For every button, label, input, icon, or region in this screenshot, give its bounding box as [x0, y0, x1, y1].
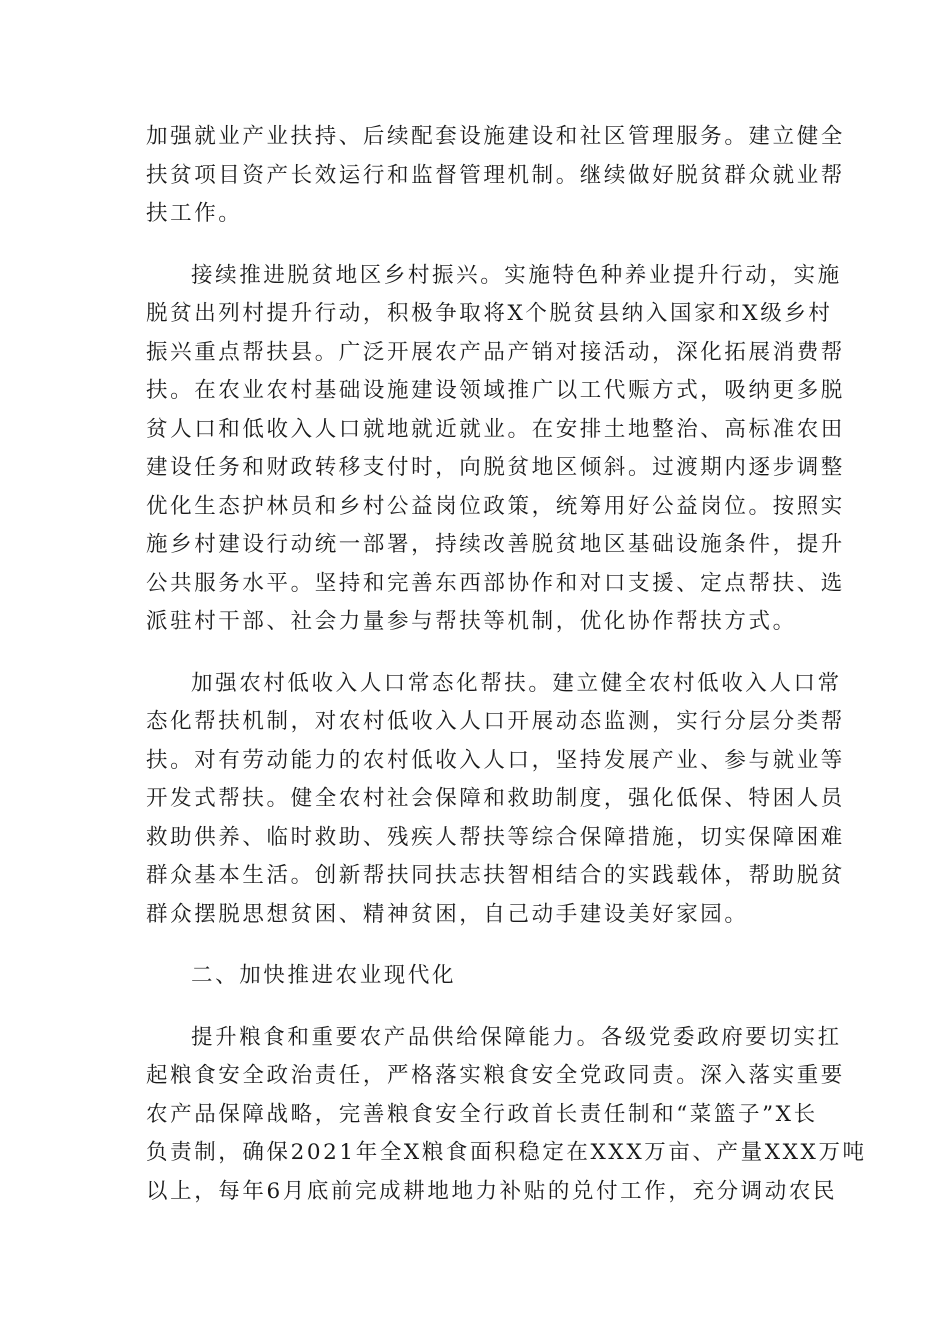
text-line: 提升粮食和重要农产品供给保障能力。各级党委政府要切实扛 [191, 1024, 842, 1050]
text-line: 优化生态护林员和乡村公益岗位政策，统筹用好公益岗位。按照实 [146, 493, 845, 519]
text-line: 振兴重点帮扶县。广泛开展农产品产销对接活动，深化拓展消费帮 [146, 339, 845, 365]
text-line: 扶。对有劳动能力的农村低收入人口，坚持发展产业、参与就业等 [146, 747, 845, 773]
text-line: 救助供养、临时救助、残疾人帮扶等综合保障措施，切实保障困难 [146, 824, 845, 850]
text-line: 扶工作。 [146, 201, 243, 226]
text-line: 以上，每年6月底前完成耕地地力补贴的兑付工作，充分调动农民 [146, 1178, 838, 1204]
text-line: 群众摆脱思想贫困、精神贫困，自己动手建设美好家园。 [146, 901, 749, 927]
text-line: 负责制，确保2021年全X粮食面积稳定在XXX万亩、产量XXX万吨 [146, 1140, 867, 1165]
text-line: 建设任务和财政转移支付时，向脱贫地区倾斜。过渡期内逐步调整 [146, 455, 845, 480]
section-heading [146, 957, 806, 996]
document-body [146, 118, 867, 1234]
text-line: 加强就业产业扶持、后续配套设施建设和社区管理服务。建立健全 [146, 124, 845, 149]
paragraph-grain-security [146, 1019, 867, 1212]
text-line: 施乡村建设行动统一部署，持续改善脱贫地区基础设施条件，提升 [146, 532, 845, 557]
text-line: 开发式帮扶。健全农村社会保障和救助制度，强化低保、特困人员 [146, 786, 845, 811]
paragraph-rural-revitalization [146, 257, 845, 642]
text-line: 态化帮扶机制，对农村低收入人口开展动态监测，实行分层分类帮 [146, 709, 845, 734]
text-line: 贫人口和低收入人口就地就近就业。在安排土地整治、高标准农田 [146, 416, 845, 442]
section-heading-text: 二、加快推进农业现代化 [191, 963, 457, 988]
text-line: 接续推进脱贫地区乡村振兴。实施特色种养业提升行动，实施 [191, 262, 842, 288]
text-line: 扶贫项目资产长效运行和监督管理机制。继续做好脱贫群众就业帮 [146, 162, 845, 188]
text-line: 脱贫出列村提升行动，积极争取将X个脱贫县纳入国家和X级乡村 [146, 301, 833, 326]
text-line: 扶。在农业农村基础设施建设领域推广以工代赈方式，吸纳更多脱 [146, 378, 845, 403]
text-line: 群众基本生活。创新帮扶同扶志扶智相结合的实践载体，帮助脱贫 [146, 863, 845, 888]
paragraph-resettlement-support [146, 118, 845, 234]
text-line: 公共服务水平。坚持和完善东西部协作和对口支援、定点帮扶、选 [146, 570, 845, 596]
text-line: 派驻村干部、社会力量参与帮扶等机制，优化协作帮扶方式。 [146, 609, 797, 634]
text-line: 加强农村低收入人口常态化帮扶。建立健全农村低收入人口常 [191, 670, 842, 696]
text-line: 农产品保障战略，完善粮食安全行政首长责任制和“菜篮子”X长 [146, 1101, 818, 1127]
text-line: 起粮食安全政治责任，严格落实粮食安全党政同责。深入落实重要 [146, 1063, 845, 1088]
paragraph-low-income-support [146, 665, 845, 935]
